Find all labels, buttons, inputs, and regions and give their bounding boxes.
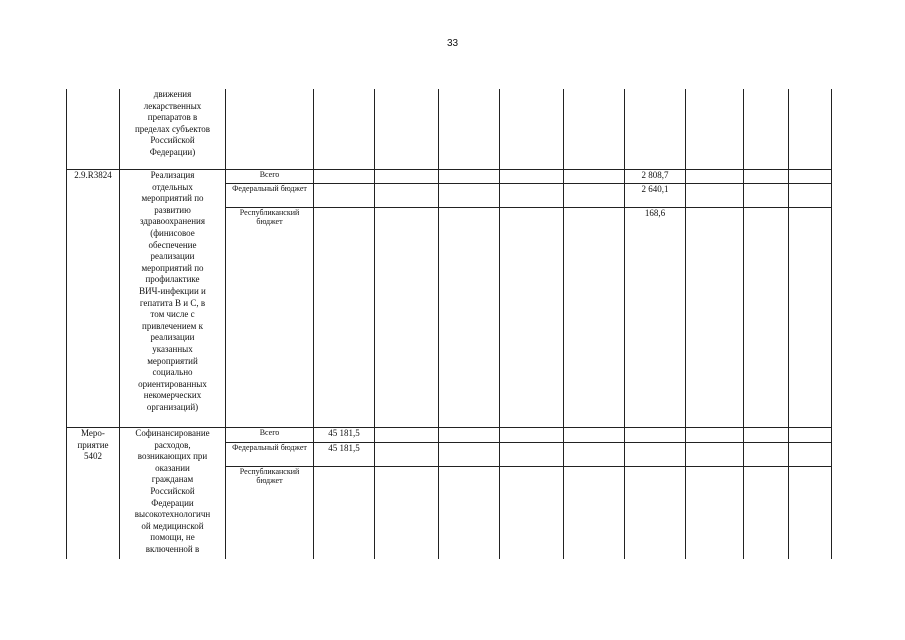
name-line: Реализация bbox=[150, 170, 195, 180]
source-cell: Республиканский бюджет bbox=[226, 467, 314, 560]
value-cell bbox=[375, 208, 439, 428]
value-cell bbox=[564, 443, 625, 467]
empty-cell bbox=[625, 89, 686, 170]
value-cell bbox=[375, 467, 439, 560]
name-line: высокотехнологичн bbox=[134, 509, 211, 520]
name-line: Российской bbox=[150, 485, 195, 496]
value-cell bbox=[439, 467, 500, 560]
value-cell bbox=[564, 428, 625, 443]
value-cell bbox=[500, 208, 564, 428]
code-line: 5402 bbox=[84, 451, 102, 462]
name-line: профилактике bbox=[145, 274, 200, 285]
value-cell bbox=[314, 467, 375, 560]
code-line: приятие bbox=[77, 439, 109, 450]
value-cell bbox=[744, 443, 789, 467]
value-cell: 45 181,5 bbox=[314, 428, 375, 443]
name-cell bbox=[120, 428, 226, 560]
value-cell: 168,6 bbox=[625, 208, 686, 428]
value-cell bbox=[375, 170, 439, 184]
page-number: 33 bbox=[446, 38, 459, 49]
empty-cell bbox=[314, 89, 375, 170]
name-line: помощи, не bbox=[150, 532, 195, 543]
name-line: лекарственных bbox=[143, 100, 202, 111]
value-cell bbox=[439, 208, 500, 428]
empty-cell bbox=[226, 89, 314, 170]
name-line: мероприятий по bbox=[141, 262, 204, 273]
value-cell: 2 808,7 bbox=[625, 170, 686, 184]
source-cell: Федеральный бюджет bbox=[226, 184, 314, 208]
name-line: мероприятий по bbox=[141, 193, 204, 204]
value-cell bbox=[744, 170, 789, 184]
name-line: ой медицинской bbox=[141, 520, 204, 531]
value-cell bbox=[789, 443, 832, 467]
name-line: реализации bbox=[150, 251, 195, 262]
name-line: препаратов в bbox=[147, 112, 198, 123]
value-cell bbox=[686, 208, 744, 428]
empty-cell bbox=[564, 89, 625, 170]
value-cell bbox=[500, 443, 564, 467]
name-line: расходов, bbox=[154, 439, 191, 450]
value-cell bbox=[625, 443, 686, 467]
name-line: социально bbox=[152, 367, 193, 378]
code-line: Меро- bbox=[81, 428, 105, 438]
value-cell bbox=[439, 428, 500, 443]
name-line: пределах субъектов bbox=[134, 123, 211, 134]
value-cell bbox=[500, 428, 564, 443]
value-cell bbox=[686, 184, 744, 208]
value-cell bbox=[686, 428, 744, 443]
name-line: Федерации) bbox=[149, 146, 196, 157]
value-cell bbox=[439, 184, 500, 208]
table-row-continued bbox=[67, 89, 832, 170]
value-cell bbox=[625, 428, 686, 443]
name-line: отдельных bbox=[152, 181, 193, 192]
name-line: привлечением к bbox=[142, 320, 203, 331]
name-cell bbox=[120, 170, 226, 428]
value-cell: 2 640,1 bbox=[625, 184, 686, 208]
name-line: здравоохранения bbox=[139, 216, 205, 227]
empty-cell bbox=[500, 89, 564, 170]
value-cell bbox=[744, 184, 789, 208]
name-line: обеспечение bbox=[148, 239, 197, 250]
name-line: (финисовое bbox=[150, 227, 195, 238]
value-cell bbox=[375, 184, 439, 208]
source-cell: Всего bbox=[226, 428, 314, 443]
value-cell bbox=[789, 208, 832, 428]
value-cell bbox=[625, 467, 686, 560]
value-cell bbox=[500, 467, 564, 560]
empty-cell bbox=[744, 89, 789, 170]
value-cell bbox=[375, 428, 439, 443]
value-cell bbox=[789, 428, 832, 443]
value-cell bbox=[789, 184, 832, 208]
value-cell bbox=[789, 467, 832, 560]
name-cell bbox=[120, 89, 226, 170]
empty-cell bbox=[789, 89, 832, 170]
name-line: возникающих при bbox=[137, 451, 208, 462]
value-cell bbox=[744, 467, 789, 560]
source-cell: Республиканский бюджет bbox=[226, 208, 314, 428]
value-cell bbox=[564, 467, 625, 560]
name-line: движения bbox=[153, 89, 192, 99]
empty-cell bbox=[375, 89, 439, 170]
value-cell bbox=[564, 208, 625, 428]
name-line: оказании bbox=[155, 462, 190, 473]
name-line: реализации bbox=[150, 332, 195, 343]
name-line: ориентированных bbox=[138, 378, 207, 389]
name-line: гражданам bbox=[151, 474, 194, 485]
empty-cell bbox=[686, 89, 744, 170]
value-cell bbox=[314, 170, 375, 184]
value-cell bbox=[439, 170, 500, 184]
name-line: включенной в bbox=[145, 543, 200, 554]
empty-cell bbox=[439, 89, 500, 170]
name-line: развитию bbox=[154, 204, 191, 215]
value-cell bbox=[686, 443, 744, 467]
value-cell bbox=[439, 443, 500, 467]
name-line: некомерческих bbox=[143, 390, 202, 401]
value-cell bbox=[686, 170, 744, 184]
value-cell: 45 181,5 bbox=[314, 443, 375, 467]
value-cell bbox=[500, 170, 564, 184]
value-cell bbox=[564, 170, 625, 184]
source-cell: Федеральный бюджет bbox=[226, 443, 314, 467]
name-line: организаций) bbox=[146, 401, 199, 412]
name-line: Федерации bbox=[151, 497, 194, 508]
code-cell bbox=[67, 170, 120, 428]
table-row bbox=[67, 170, 832, 184]
value-cell bbox=[686, 467, 744, 560]
code-cell bbox=[67, 89, 120, 170]
code-line: 2.9.R3824 bbox=[74, 170, 112, 180]
value-cell bbox=[314, 184, 375, 208]
value-cell bbox=[744, 208, 789, 428]
name-line: Российской bbox=[150, 135, 195, 146]
value-cell bbox=[375, 443, 439, 467]
name-line: Софинансирование bbox=[135, 428, 210, 438]
value-cell bbox=[314, 208, 375, 428]
code-cell bbox=[67, 428, 120, 560]
name-line: указанных bbox=[152, 343, 193, 354]
value-cell bbox=[500, 184, 564, 208]
value-cell bbox=[744, 428, 789, 443]
value-cell bbox=[789, 170, 832, 184]
source-cell: Всего bbox=[226, 170, 314, 184]
value-cell bbox=[564, 184, 625, 208]
name-line: том числе с bbox=[150, 309, 195, 320]
budget-table bbox=[66, 89, 832, 559]
name-line: гепатита В и С, в bbox=[139, 297, 206, 308]
name-line: мероприятий bbox=[147, 355, 198, 366]
name-line: ВИЧ-инфекции и bbox=[139, 285, 206, 296]
table-row bbox=[67, 428, 832, 443]
